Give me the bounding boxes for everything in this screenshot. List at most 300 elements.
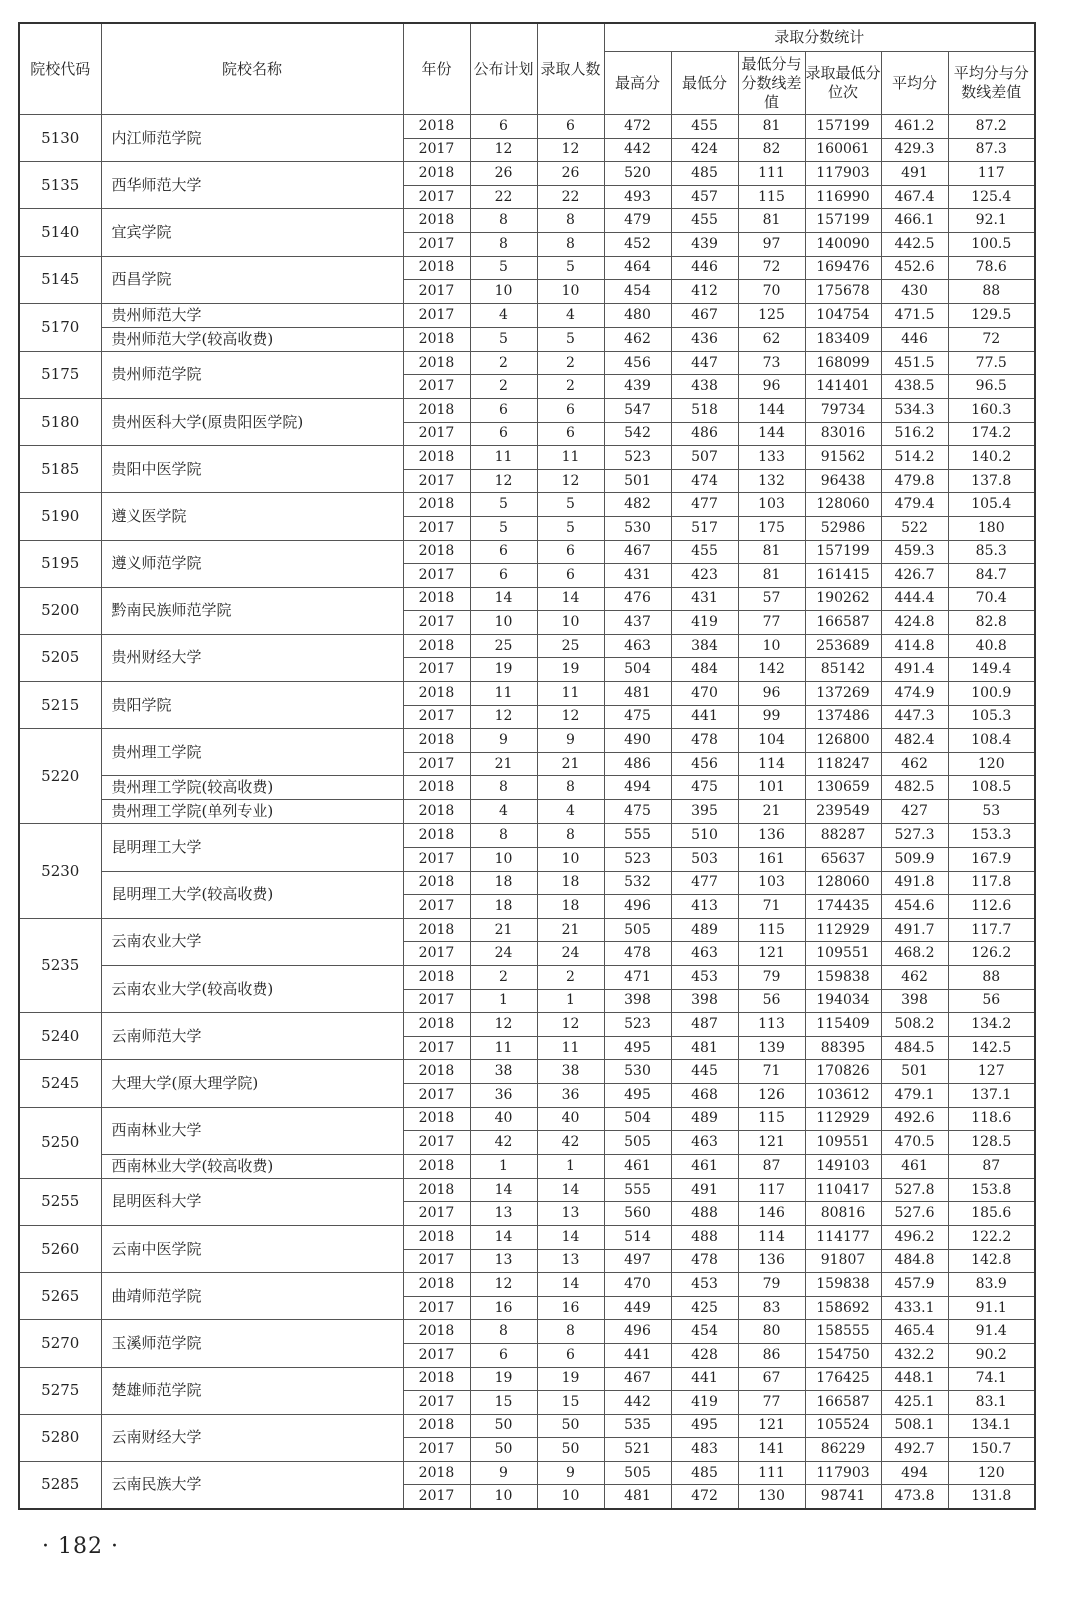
cell-avg-diff: 77.5 [948, 351, 1035, 375]
cell-year: 2018 [403, 1367, 470, 1391]
cell-avg-diff: 53 [948, 800, 1035, 824]
cell-min-diff: 10 [738, 634, 805, 658]
school-code: 5265 [19, 1273, 101, 1320]
table-row [19, 256, 1035, 280]
school-code: 5245 [19, 1060, 101, 1107]
cell-avg: 470.5 [881, 1131, 948, 1155]
cell-min-diff: 115 [738, 185, 805, 209]
cell-plan: 10 [470, 1485, 537, 1509]
cell-min-rank: 253689 [805, 634, 881, 658]
cell-year: 2017 [403, 611, 470, 635]
cell-plan: 14 [470, 587, 537, 611]
cell-admitted: 2 [537, 375, 604, 399]
cell-min-diff: 104 [738, 729, 805, 753]
school-name: 玉溪师范学院 [101, 1320, 403, 1367]
table-row [19, 1461, 1035, 1485]
cell-admitted: 12 [537, 705, 604, 729]
cell-min: 483 [671, 1438, 738, 1462]
cell-year: 2018 [403, 115, 470, 139]
cell-max: 523 [604, 446, 671, 470]
cell-max: 461 [604, 1154, 671, 1178]
cell-admitted: 15 [537, 1391, 604, 1415]
cell-min: 517 [671, 516, 738, 540]
cell-year: 2018 [403, 1461, 470, 1485]
cell-max: 505 [604, 1461, 671, 1485]
cell-avg-diff: 160.3 [948, 398, 1035, 422]
cell-avg-diff: 108.5 [948, 776, 1035, 800]
cell-min-diff: 67 [738, 1367, 805, 1391]
cell-plan: 19 [470, 658, 537, 682]
cell-min: 489 [671, 1107, 738, 1131]
cell-avg-diff: 118.6 [948, 1107, 1035, 1131]
school-code: 5285 [19, 1461, 101, 1508]
cell-min-diff: 81 [738, 540, 805, 564]
cell-admitted: 4 [537, 303, 604, 327]
school-name: 云南农业大学(较高收费) [101, 966, 403, 1013]
cell-avg-diff: 100.9 [948, 682, 1035, 706]
cell-min-diff: 121 [738, 942, 805, 966]
cell-avg: 429.3 [881, 138, 948, 162]
cell-min-diff: 125 [738, 303, 805, 327]
cell-admitted: 2 [537, 351, 604, 375]
cell-plan: 21 [470, 752, 537, 776]
cell-min-diff: 121 [738, 1131, 805, 1155]
cell-avg: 516.2 [881, 422, 948, 446]
cell-plan: 50 [470, 1414, 537, 1438]
cell-min-rank: 154750 [805, 1343, 881, 1367]
cell-year: 2017 [403, 232, 470, 256]
cell-admitted: 21 [537, 918, 604, 942]
cell-max: 475 [604, 800, 671, 824]
cell-plan: 6 [470, 398, 537, 422]
cell-min-rank: 174435 [805, 895, 881, 919]
cell-avg-diff: 87 [948, 1154, 1035, 1178]
cell-year: 2018 [403, 1013, 470, 1037]
cell-year: 2017 [403, 705, 470, 729]
cell-min: 441 [671, 1367, 738, 1391]
cell-min: 487 [671, 1013, 738, 1037]
cell-year: 2017 [403, 752, 470, 776]
cell-plan: 5 [470, 256, 537, 280]
cell-avg-diff: 127 [948, 1060, 1035, 1084]
cell-plan: 12 [470, 705, 537, 729]
cell-max: 431 [604, 564, 671, 588]
cell-min-diff: 96 [738, 375, 805, 399]
cell-max: 523 [604, 1013, 671, 1037]
cell-avg-diff: 117.7 [948, 918, 1035, 942]
cell-min: 431 [671, 587, 738, 611]
cell-min-diff: 70 [738, 280, 805, 304]
cell-admitted: 21 [537, 752, 604, 776]
cell-avg: 492.6 [881, 1107, 948, 1131]
cell-avg-diff: 185.6 [948, 1202, 1035, 1226]
cell-min-diff: 81 [738, 115, 805, 139]
cell-max: 442 [604, 138, 671, 162]
cell-admitted: 13 [537, 1249, 604, 1273]
cell-min-diff: 77 [738, 1391, 805, 1415]
cell-plan: 6 [470, 115, 537, 139]
cell-admitted: 14 [537, 1178, 604, 1202]
header-min: 最低分 [671, 52, 738, 115]
cell-max: 441 [604, 1343, 671, 1367]
header-min-rank: 录取最低分位次 [805, 52, 881, 115]
cell-min-rank: 126800 [805, 729, 881, 753]
cell-min: 456 [671, 752, 738, 776]
cell-min-rank: 88395 [805, 1036, 881, 1060]
cell-year: 2017 [403, 1249, 470, 1273]
cell-avg: 494 [881, 1461, 948, 1485]
table-row [19, 351, 1035, 375]
cell-avg-diff: 108.4 [948, 729, 1035, 753]
cell-min: 454 [671, 1320, 738, 1344]
cell-year: 2018 [403, 587, 470, 611]
cell-min: 488 [671, 1202, 738, 1226]
cell-max: 542 [604, 422, 671, 446]
cell-min-rank: 103612 [805, 1083, 881, 1107]
cell-admitted: 8 [537, 776, 604, 800]
cell-admitted: 5 [537, 493, 604, 517]
cell-min: 384 [671, 634, 738, 658]
school-code: 5130 [19, 115, 101, 162]
cell-admitted: 6 [537, 398, 604, 422]
table-row [19, 327, 1035, 351]
cell-min-rank: 170826 [805, 1060, 881, 1084]
cell-max: 501 [604, 469, 671, 493]
cell-min-rank: 109551 [805, 942, 881, 966]
cell-admitted: 14 [537, 587, 604, 611]
cell-admitted: 12 [537, 138, 604, 162]
school-name: 贵州师范大学(较高收费) [101, 327, 403, 351]
cell-min-diff: 86 [738, 1343, 805, 1367]
cell-avg-diff: 82.8 [948, 611, 1035, 635]
cell-max: 478 [604, 942, 671, 966]
school-name: 大理大学(原大理学院) [101, 1060, 403, 1107]
table-row [19, 209, 1035, 233]
cell-min: 474 [671, 469, 738, 493]
cell-plan: 38 [470, 1060, 537, 1084]
cell-min: 503 [671, 848, 738, 872]
cell-admitted: 11 [537, 682, 604, 706]
cell-admitted: 19 [537, 658, 604, 682]
cell-min-diff: 114 [738, 1225, 805, 1249]
cell-year: 2017 [403, 989, 470, 1013]
cell-avg: 509.9 [881, 848, 948, 872]
table-row [19, 1107, 1035, 1131]
cell-min: 486 [671, 422, 738, 446]
school-code: 5240 [19, 1013, 101, 1060]
cell-avg-diff: 88 [948, 280, 1035, 304]
cell-avg-diff: 105.3 [948, 705, 1035, 729]
cell-max: 555 [604, 824, 671, 848]
cell-plan: 12 [470, 138, 537, 162]
cell-plan: 11 [470, 446, 537, 470]
cell-min: 467 [671, 303, 738, 327]
table-row [19, 1013, 1035, 1037]
cell-avg-diff: 117.8 [948, 871, 1035, 895]
cell-avg: 482.4 [881, 729, 948, 753]
cell-plan: 19 [470, 1367, 537, 1391]
cell-min-rank: 83016 [805, 422, 881, 446]
cell-avg: 496.2 [881, 1225, 948, 1249]
cell-max: 463 [604, 634, 671, 658]
cell-min-diff: 115 [738, 918, 805, 942]
cell-min-diff: 79 [738, 1273, 805, 1297]
cell-plan: 4 [470, 303, 537, 327]
cell-avg: 534.3 [881, 398, 948, 422]
cell-min-rank: 166587 [805, 611, 881, 635]
cell-min-rank: 104754 [805, 303, 881, 327]
cell-plan: 13 [470, 1249, 537, 1273]
cell-year: 2017 [403, 564, 470, 588]
table-row [19, 1060, 1035, 1084]
cell-min-diff: 83 [738, 1296, 805, 1320]
cell-min: 419 [671, 611, 738, 635]
cell-admitted: 5 [537, 327, 604, 351]
cell-avg: 414.8 [881, 634, 948, 658]
cell-year: 2017 [403, 1131, 470, 1155]
cell-avg: 465.4 [881, 1320, 948, 1344]
cell-min: 423 [671, 564, 738, 588]
cell-avg: 471.5 [881, 303, 948, 327]
school-name: 西华师范大学 [101, 162, 403, 209]
cell-avg: 447.3 [881, 705, 948, 729]
cell-plan: 21 [470, 918, 537, 942]
cell-max: 454 [604, 280, 671, 304]
cell-admitted: 9 [537, 729, 604, 753]
cell-min-diff: 121 [738, 1414, 805, 1438]
cell-min-rank: 110417 [805, 1178, 881, 1202]
cell-max: 464 [604, 256, 671, 280]
cell-min-rank: 117903 [805, 1461, 881, 1485]
cell-min: 457 [671, 185, 738, 209]
cell-admitted: 36 [537, 1083, 604, 1107]
cell-admitted: 5 [537, 516, 604, 540]
cell-year: 2018 [403, 162, 470, 186]
cell-year: 2017 [403, 1036, 470, 1060]
cell-min: 419 [671, 1391, 738, 1415]
cell-min: 491 [671, 1178, 738, 1202]
cell-plan: 6 [470, 564, 537, 588]
cell-admitted: 8 [537, 824, 604, 848]
cell-min-rank: 112929 [805, 1107, 881, 1131]
cell-admitted: 5 [537, 256, 604, 280]
table-header [19, 23, 1035, 115]
cell-min-rank: 159838 [805, 1273, 881, 1297]
cell-admitted: 24 [537, 942, 604, 966]
cell-max: 495 [604, 1036, 671, 1060]
cell-min-diff: 99 [738, 705, 805, 729]
header-name: 院校名称 [101, 23, 403, 115]
cell-year: 2017 [403, 138, 470, 162]
cell-min: 446 [671, 256, 738, 280]
cell-min-diff: 132 [738, 469, 805, 493]
cell-avg: 479.4 [881, 493, 948, 517]
school-code: 5275 [19, 1367, 101, 1414]
cell-min: 447 [671, 351, 738, 375]
table-row [19, 1320, 1035, 1344]
cell-min: 477 [671, 493, 738, 517]
cell-avg: 462 [881, 966, 948, 990]
cell-min-rank: 112929 [805, 918, 881, 942]
cell-min: 484 [671, 658, 738, 682]
cell-plan: 9 [470, 729, 537, 753]
cell-avg-diff: 100.5 [948, 232, 1035, 256]
cell-min-rank: 96438 [805, 469, 881, 493]
cell-min: 489 [671, 918, 738, 942]
header-max: 最高分 [604, 52, 671, 115]
cell-admitted: 14 [537, 1225, 604, 1249]
cell-plan: 36 [470, 1083, 537, 1107]
cell-plan: 4 [470, 800, 537, 824]
cell-admitted: 42 [537, 1131, 604, 1155]
cell-max: 456 [604, 351, 671, 375]
cell-avg: 508.1 [881, 1414, 948, 1438]
cell-admitted: 10 [537, 280, 604, 304]
cell-min-diff: 82 [738, 138, 805, 162]
cell-min-diff: 114 [738, 752, 805, 776]
school-code: 5200 [19, 587, 101, 634]
cell-min-rank: 140090 [805, 232, 881, 256]
cell-year: 2018 [403, 327, 470, 351]
cell-avg: 424.8 [881, 611, 948, 635]
cell-avg: 501 [881, 1060, 948, 1084]
cell-min: 481 [671, 1036, 738, 1060]
table-row [19, 587, 1035, 611]
cell-min: 461 [671, 1154, 738, 1178]
admission-score-table [18, 22, 1036, 1510]
table-body [19, 115, 1035, 1509]
cell-plan: 11 [470, 682, 537, 706]
cell-min-diff: 71 [738, 895, 805, 919]
cell-avg-diff: 91.4 [948, 1320, 1035, 1344]
cell-min-rank: 159838 [805, 966, 881, 990]
cell-max: 504 [604, 1107, 671, 1131]
cell-max: 560 [604, 1202, 671, 1226]
cell-year: 2018 [403, 1178, 470, 1202]
cell-year: 2018 [403, 800, 470, 824]
cell-avg: 444.4 [881, 587, 948, 611]
cell-min-rank: 118247 [805, 752, 881, 776]
page-number: · 182 · [42, 1534, 119, 1559]
cell-max: 505 [604, 1131, 671, 1155]
cell-max: 476 [604, 587, 671, 611]
cell-plan: 10 [470, 848, 537, 872]
cell-plan: 14 [470, 1178, 537, 1202]
cell-admitted: 13 [537, 1202, 604, 1226]
cell-min-rank: 157199 [805, 209, 881, 233]
cell-avg: 522 [881, 516, 948, 540]
cell-admitted: 50 [537, 1438, 604, 1462]
cell-min-rank: 166587 [805, 1391, 881, 1415]
cell-admitted: 40 [537, 1107, 604, 1131]
school-code: 5145 [19, 256, 101, 303]
cell-avg-diff: 137.8 [948, 469, 1035, 493]
cell-min-diff: 81 [738, 209, 805, 233]
cell-plan: 13 [470, 1202, 537, 1226]
cell-avg: 491 [881, 162, 948, 186]
cell-avg: 466.1 [881, 209, 948, 233]
cell-year: 2018 [403, 1060, 470, 1084]
cell-admitted: 50 [537, 1414, 604, 1438]
cell-avg-diff: 105.4 [948, 493, 1035, 517]
school-code: 5250 [19, 1107, 101, 1178]
cell-max: 482 [604, 493, 671, 517]
cell-max: 496 [604, 895, 671, 919]
cell-avg: 432.2 [881, 1343, 948, 1367]
table-row [19, 162, 1035, 186]
cell-min-diff: 141 [738, 1438, 805, 1462]
cell-admitted: 18 [537, 895, 604, 919]
cell-avg-diff: 122.2 [948, 1225, 1035, 1249]
cell-avg-diff: 84.7 [948, 564, 1035, 588]
cell-avg-diff: 149.4 [948, 658, 1035, 682]
cell-avg: 461 [881, 1154, 948, 1178]
cell-min-rank: 98741 [805, 1485, 881, 1509]
cell-year: 2017 [403, 1438, 470, 1462]
cell-min: 463 [671, 942, 738, 966]
cell-admitted: 10 [537, 1485, 604, 1509]
cell-min-rank: 149103 [805, 1154, 881, 1178]
cell-avg-diff: 56 [948, 989, 1035, 1013]
cell-plan: 8 [470, 1320, 537, 1344]
cell-year: 2018 [403, 351, 470, 375]
header-min-diff: 最低分与分数线差值 [738, 52, 805, 115]
cell-min-diff: 77 [738, 611, 805, 635]
cell-max: 481 [604, 1485, 671, 1509]
cell-min-diff: 144 [738, 398, 805, 422]
cell-min-diff: 57 [738, 587, 805, 611]
cell-admitted: 8 [537, 1320, 604, 1344]
cell-min-rank: 52986 [805, 516, 881, 540]
school-name: 贵阳中医学院 [101, 446, 403, 493]
cell-min-rank: 158692 [805, 1296, 881, 1320]
header-plan: 公布计划 [470, 23, 537, 115]
cell-year: 2017 [403, 1343, 470, 1367]
school-name: 云南师范大学 [101, 1013, 403, 1060]
cell-avg-diff: 129.5 [948, 303, 1035, 327]
cell-min: 438 [671, 375, 738, 399]
cell-avg-diff: 120 [948, 752, 1035, 776]
cell-min: 455 [671, 115, 738, 139]
cell-min-diff: 103 [738, 493, 805, 517]
cell-min-diff: 56 [738, 989, 805, 1013]
cell-max: 493 [604, 185, 671, 209]
cell-max: 521 [604, 1438, 671, 1462]
cell-year: 2018 [403, 918, 470, 942]
cell-year: 2017 [403, 280, 470, 304]
table-row [19, 1225, 1035, 1249]
cell-min-rank: 86229 [805, 1438, 881, 1462]
cell-plan: 12 [470, 1273, 537, 1297]
cell-admitted: 11 [537, 1036, 604, 1060]
cell-min-diff: 146 [738, 1202, 805, 1226]
cell-min: 475 [671, 776, 738, 800]
cell-year: 2018 [403, 209, 470, 233]
cell-avg-diff: 126.2 [948, 942, 1035, 966]
cell-min-diff: 136 [738, 1249, 805, 1273]
cell-avg: 461.2 [881, 115, 948, 139]
cell-avg-diff: 83.9 [948, 1273, 1035, 1297]
cell-max: 472 [604, 115, 671, 139]
header-avg: 平均分 [881, 52, 948, 115]
cell-admitted: 18 [537, 871, 604, 895]
cell-avg: 427 [881, 800, 948, 824]
school-name: 云南财经大学 [101, 1414, 403, 1461]
cell-avg: 514.2 [881, 446, 948, 470]
cell-min: 477 [671, 871, 738, 895]
cell-year: 2017 [403, 422, 470, 446]
cell-year: 2018 [403, 540, 470, 564]
